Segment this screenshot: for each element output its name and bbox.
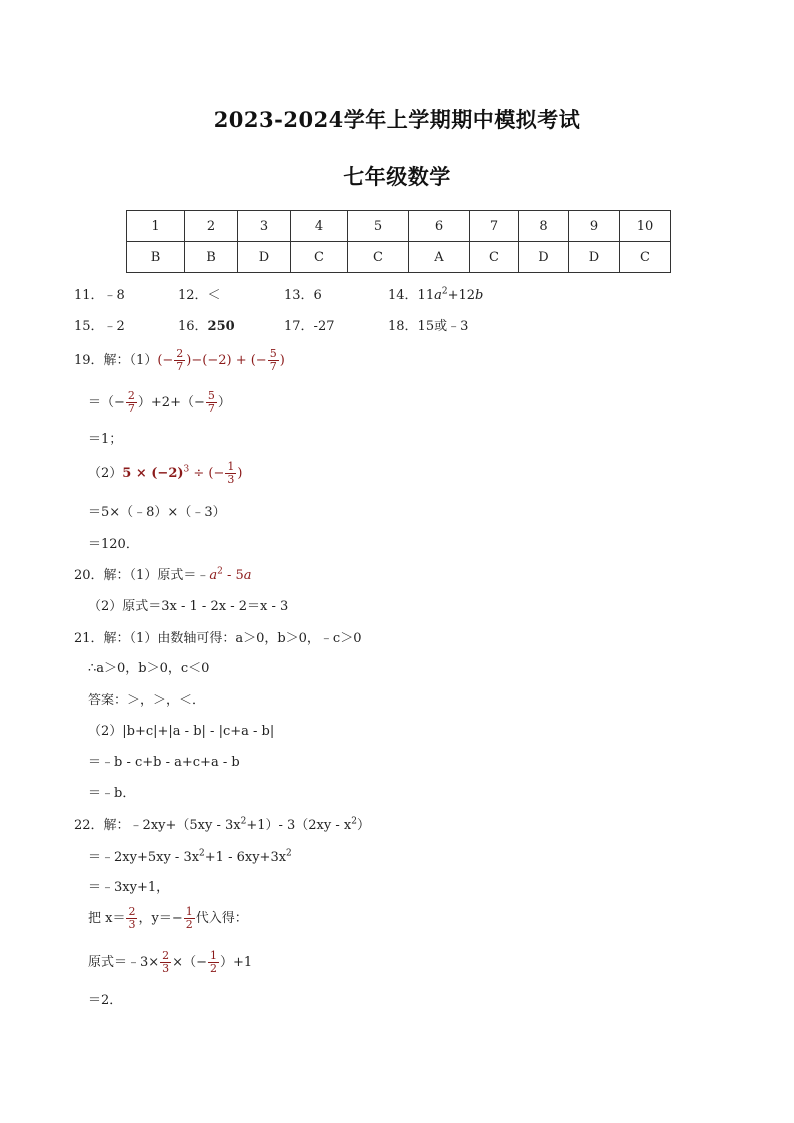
exponent: 2 <box>217 566 223 577</box>
table-cell: 4 <box>291 211 348 242</box>
numerator: 2 <box>162 949 170 962</box>
fraction <box>225 461 236 486</box>
numerator: 2 <box>176 347 184 360</box>
math-text: ＝﹣2xy+5xy - 3x <box>88 850 200 865</box>
math-text: +1 - 6xy+3x <box>204 850 287 865</box>
exponent: 2 <box>240 816 247 827</box>
math-text: 5 × (−2) <box>122 466 184 481</box>
math-text: 22．解：﹣2xy+（5xy - 3x <box>74 818 241 833</box>
answer-value: -27 <box>313 319 335 334</box>
table-cell: C <box>620 242 671 273</box>
answer-11 <box>74 284 125 303</box>
math-text: ) <box>279 353 285 368</box>
answer-value: ﹣8 <box>103 288 125 303</box>
fraction <box>160 950 171 975</box>
question-label: 18． <box>388 319 418 334</box>
q21-line-2: ∴a＞0，b＞0，c＜0 <box>88 661 210 676</box>
q19-line-1 <box>74 348 285 373</box>
answer-14 <box>388 284 483 303</box>
answer-value: ＜ <box>207 288 221 303</box>
fraction <box>126 390 137 415</box>
fraction <box>206 390 217 415</box>
denominator: 7 <box>269 360 277 373</box>
answer-table <box>126 210 671 273</box>
fraction <box>208 950 219 975</box>
answer-15 <box>74 315 125 334</box>
math-text: ） <box>356 818 370 833</box>
question-label: 14． <box>388 288 418 303</box>
q21-line-3: 答案：＞，＞，＜． <box>88 693 206 708</box>
table-cell: B <box>185 242 238 273</box>
denominator: 7 <box>127 402 135 415</box>
answer-variable: b <box>475 288 484 303</box>
table-cell: 9 <box>569 211 620 242</box>
table-cell: 7 <box>470 211 519 242</box>
math-text: ＝（− <box>88 395 125 410</box>
q22-line-3: ＝﹣3xy+1， <box>88 880 170 895</box>
math-text: ）+2+（− <box>137 395 205 410</box>
denominator: 3 <box>128 918 136 931</box>
table-cell: C <box>348 242 409 273</box>
denominator: 2 <box>185 918 193 931</box>
denominator: 7 <box>207 402 215 415</box>
q19-line-5: ＝5×（﹣8）×（﹣3） <box>88 505 226 520</box>
q22-line-2 <box>88 846 292 865</box>
denominator: 7 <box>176 360 184 373</box>
q19-line-3: ＝1； <box>88 432 123 447</box>
answer-exponent: 2 <box>441 286 448 297</box>
math-text: +1）- 3（2xy - x <box>246 818 352 833</box>
table-cell: D <box>519 242 569 273</box>
q20-line-1 <box>74 564 252 583</box>
numerator: 1 <box>227 460 235 473</box>
question-label: 16． <box>178 319 208 334</box>
q22-line-5 <box>88 950 252 975</box>
table-cell: 2 <box>185 211 238 242</box>
table-cell: 10 <box>620 211 671 242</box>
question-label: 13． <box>284 288 314 303</box>
numerator: 2 <box>127 389 135 402</box>
math-text: 原式＝﹣3× <box>88 955 160 970</box>
answer-table-answer-row <box>127 242 671 273</box>
answer-value: 15或﹣3 <box>417 319 469 334</box>
numerator: 2 <box>128 905 136 918</box>
fraction <box>184 906 195 931</box>
answer-variable: a <box>434 288 442 303</box>
numerator: 1 <box>209 949 217 962</box>
numerator: 5 <box>207 389 215 402</box>
q20-line-2: （2）原式＝3x - 1 - 2x - 2＝x - 3 <box>88 599 289 614</box>
table-cell: 3 <box>238 211 291 242</box>
table-cell: C <box>291 242 348 273</box>
answer-value: 250 <box>207 319 235 334</box>
q21-line-5: ＝﹣b - c+b - a+c+a - b <box>88 755 240 770</box>
sub-question-label: （2） <box>88 466 123 481</box>
q19-line-4 <box>88 461 242 486</box>
math-text: ）+1 <box>219 955 253 970</box>
answer-12 <box>178 284 221 303</box>
question-head: 20．解：（1）原式＝﹣ <box>74 568 210 583</box>
q19-line-6: ＝120． <box>88 537 139 552</box>
math-text: - 5 <box>222 568 244 583</box>
math-text: )−(−2) + (− <box>186 353 267 368</box>
table-cell: D <box>569 242 620 273</box>
denominator: 2 <box>209 962 217 975</box>
question-label: 12． <box>178 288 208 303</box>
exponent: 2 <box>199 848 205 859</box>
math-variable: a <box>209 568 218 583</box>
q22-line-1 <box>74 814 370 833</box>
table-cell: 8 <box>519 211 569 242</box>
q22-line-4 <box>88 906 248 931</box>
table-cell: 1 <box>127 211 185 242</box>
q21-line-1: 21．解：（1）由数轴可得：a＞0，b＞0，﹣c＞0 <box>74 631 362 646</box>
table-cell: C <box>470 242 519 273</box>
answer-table-number-row <box>127 211 671 242</box>
page-subtitle: 七年级数学 <box>343 164 451 189</box>
math-text: ，y＝− <box>138 911 183 926</box>
math-text: (− <box>157 353 174 368</box>
exponent: 2 <box>351 816 357 827</box>
table-cell: D <box>238 242 291 273</box>
math-text: 代入得： <box>195 911 248 926</box>
math-text: ÷ (− <box>189 466 225 481</box>
q21-line-6: ＝﹣b． <box>88 786 136 801</box>
math-text: ) <box>237 466 243 481</box>
denominator: 3 <box>162 962 170 975</box>
exponent: 3 <box>183 464 190 475</box>
table-cell: 6 <box>409 211 470 242</box>
answer-17 <box>284 315 334 334</box>
q21-line-4: （2）|b+c|+|a - b| - |c+a - b| <box>88 724 275 739</box>
answer-16 <box>178 315 235 334</box>
question-head: 19．解：（1） <box>74 353 158 368</box>
math-text: ） <box>217 395 231 410</box>
table-cell: B <box>127 242 185 273</box>
answer-18 <box>388 315 468 334</box>
answer-value: 6 <box>313 288 322 303</box>
question-label: 17． <box>284 319 314 334</box>
fraction <box>174 348 185 373</box>
answer-value: 11 <box>417 288 435 303</box>
answer-value: ﹣2 <box>103 319 125 334</box>
math-text: 把 x＝ <box>88 911 126 926</box>
q19-line-2 <box>88 390 231 415</box>
question-label: 11． <box>74 288 104 303</box>
denominator: 3 <box>227 473 235 486</box>
numerator: 1 <box>185 905 193 918</box>
page-title: 2023-2024学年上学期期中模拟考试 <box>213 107 581 132</box>
numerator: 5 <box>269 347 277 360</box>
fraction <box>126 906 137 931</box>
question-label: 15． <box>74 319 104 334</box>
answer-value: +12 <box>447 288 476 303</box>
math-text: ×（− <box>172 955 207 970</box>
fraction <box>268 348 279 373</box>
q22-line-6: ＝2． <box>88 993 123 1008</box>
answer-13 <box>284 284 322 303</box>
table-cell: 5 <box>348 211 409 242</box>
exponent: 2 <box>286 848 292 859</box>
math-variable: a <box>243 568 252 583</box>
table-cell: A <box>409 242 470 273</box>
